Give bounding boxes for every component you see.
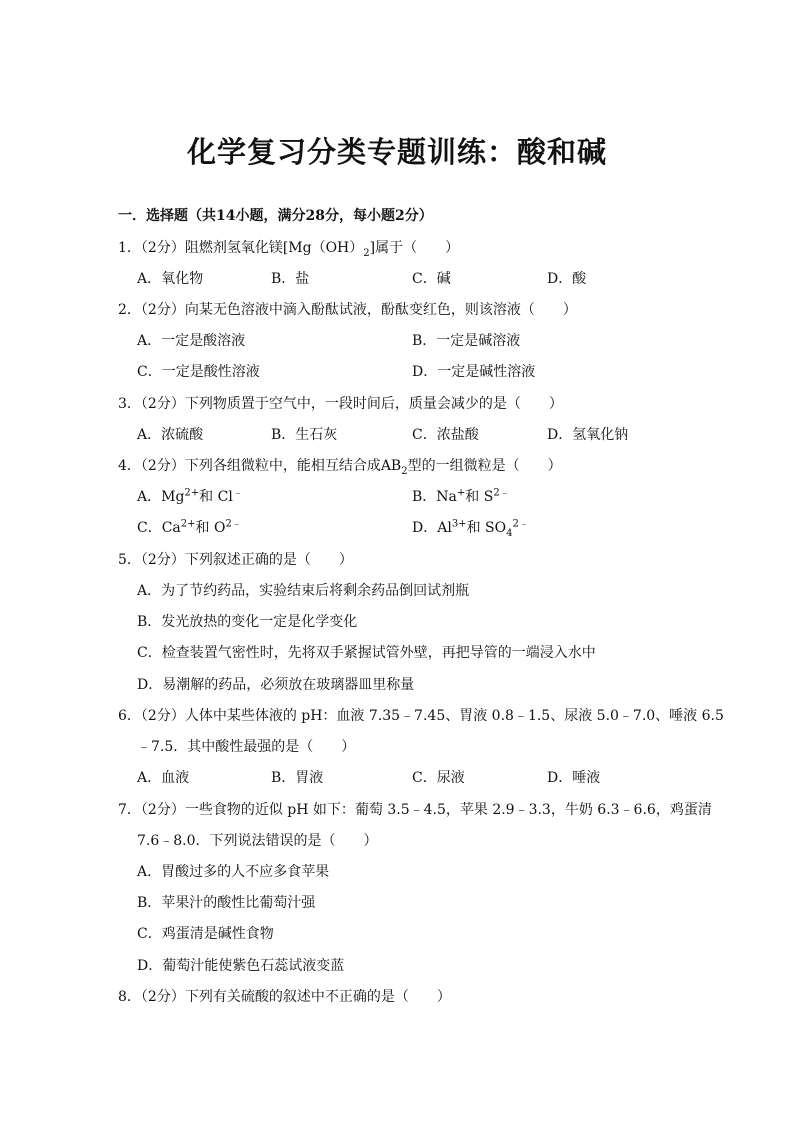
option-d[interactable]: D．酸 bbox=[547, 271, 587, 287]
option-c[interactable]: C．$Ca^{2+}$和 $O^{2﹣}$ bbox=[137, 518, 242, 536]
question-7-stem-line1: 7．（2分）一些食物的近似 pH 如下：葡萄 3.5﹣4.5，苹果 2.9﹣3.3，牛奶 6.3﹣6.6，鸡蛋清 bbox=[118, 802, 712, 818]
question-1-options bbox=[137, 269, 737, 289]
question-6-options bbox=[137, 768, 737, 788]
option-c[interactable]: C．检查装置气密性时，先将双手紧握试管外壁，再把导管的一端浸入水中 bbox=[137, 645, 596, 661]
option-a[interactable]: A．血液 bbox=[137, 770, 190, 786]
option-c[interactable]: C．一定是酸性溶液 bbox=[137, 364, 260, 380]
option-d[interactable]: D．一定是碱性溶液 bbox=[412, 364, 536, 380]
option-c[interactable]: C．浓盐酸 bbox=[412, 427, 479, 443]
question-4-options-row1 bbox=[137, 487, 737, 507]
question-3-stem: 3．（2分）下列物质置于空气中，一段时间后，质量会减少的是（ ） bbox=[118, 396, 563, 412]
option-c[interactable]: C．尿液 bbox=[412, 770, 465, 786]
option-a[interactable]: A．$Mg^{2+}$和 Cl﹣ bbox=[137, 487, 243, 505]
option-b[interactable]: B．一定是碱溶液 bbox=[412, 333, 521, 349]
question-1-stem: 1．（2分）阻燃剂氢氧化镁$[Mg(OH)_2]$属于（ ） bbox=[118, 240, 460, 259]
question-2-options-row2 bbox=[137, 362, 737, 382]
question-4-options-row2 bbox=[137, 518, 737, 538]
option-a[interactable]: A．氧化物 bbox=[137, 271, 204, 287]
option-d[interactable]: D．氢氧化钠 bbox=[547, 427, 629, 443]
option-d[interactable]: D．$Al^{3+}$和 $SO_4^{2﹣}$ bbox=[412, 518, 529, 539]
question-6-stem-line2: ﹣7.5．其中酸性最强的是（ ） bbox=[137, 739, 356, 755]
question-7-stem-line2: 7.6﹣8.0．下列说法错误的是（ ） bbox=[137, 833, 378, 849]
option-a[interactable]: A．胃酸过多的人不应多食苹果 bbox=[137, 864, 330, 880]
option-b[interactable]: B．胃液 bbox=[271, 770, 324, 786]
question-4-stem: 4．（2分）下列各组微粒中，能相互结合成$AB_2$型的一组微粒是（ ） bbox=[118, 458, 562, 477]
question-5-stem: 5．（2分）下列叙述正确的是（ ） bbox=[118, 552, 353, 568]
section-heading: 一．选择题（共14小题，满分28分，每小题2分） bbox=[118, 208, 433, 224]
option-a[interactable]: A．为了节约药品，实验结束后将剩余药品倒回试剂瓶 bbox=[137, 583, 470, 599]
question-6-stem-line1: 6．（2分）人体中某些体液的 pH：血液 7.35﹣7.45、胃液 0.8﹣1.5、尿液 5.0﹣7.0、唾液 6.5 bbox=[118, 708, 724, 724]
option-b[interactable]: B．发光放热的变化一定是化学变化 bbox=[137, 614, 358, 630]
option-b[interactable]: B．Na+和 $S^{2﹣}$ bbox=[412, 487, 510, 505]
option-b[interactable]: B．生石灰 bbox=[271, 427, 338, 443]
question-2-options-row1 bbox=[137, 331, 737, 351]
option-a[interactable]: A．浓硫酸 bbox=[137, 427, 204, 443]
question-8-stem: 8．（2分）下列有关硫酸的叙述中不正确的是（ ） bbox=[118, 989, 451, 1005]
question-2-stem: 2．（2分）向某无色溶液中滴入酚酞试液，酚酞变红色，则该溶液（ ） bbox=[118, 302, 577, 318]
option-b[interactable]: B．盐 bbox=[271, 271, 310, 287]
option-d[interactable]: D．唾液 bbox=[547, 770, 601, 786]
option-c[interactable]: C．鸡蛋清是碱性食物 bbox=[137, 926, 274, 942]
option-a[interactable]: A．一定是酸溶液 bbox=[137, 333, 246, 349]
option-d[interactable]: D．葡萄汁能使紫色石蕊试液变蓝 bbox=[137, 958, 345, 974]
option-c[interactable]: C．碱 bbox=[412, 271, 451, 287]
question-3-options bbox=[137, 425, 737, 445]
page-title: 化学复习分类专题训练：酸和碱 bbox=[186, 135, 607, 169]
option-b[interactable]: B．苹果汁的酸性比葡萄汁强 bbox=[137, 895, 316, 911]
option-d[interactable]: D．易潮解的药品，必须放在玻璃器皿里称量 bbox=[137, 677, 415, 693]
